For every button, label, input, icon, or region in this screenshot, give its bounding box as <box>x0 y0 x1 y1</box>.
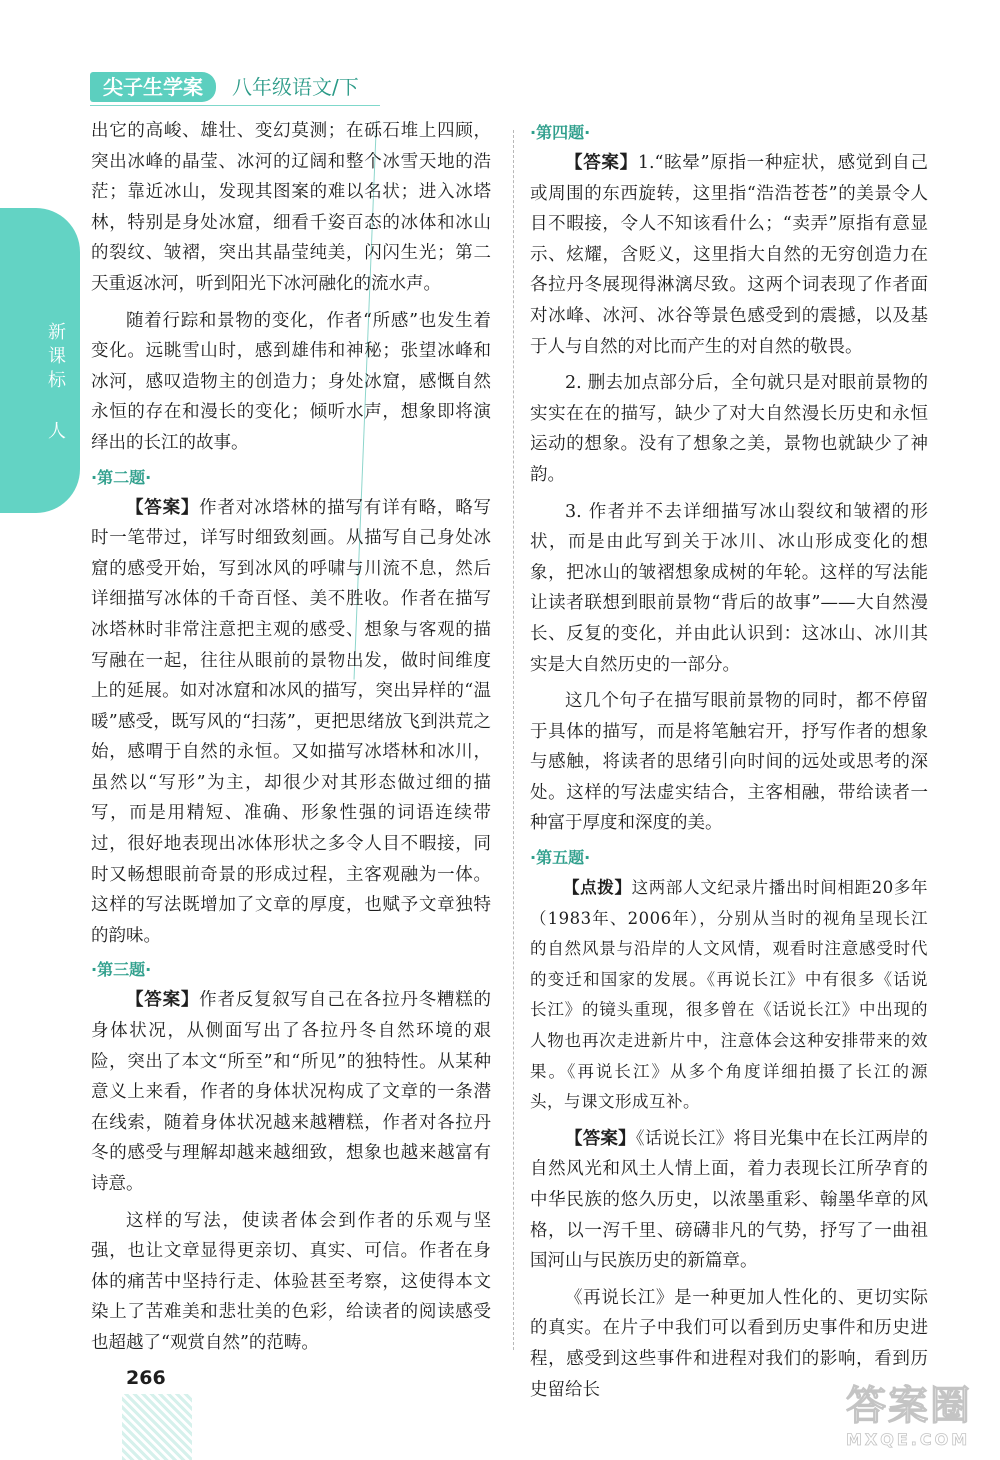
tip-tag: 【点拨】 <box>563 878 632 898</box>
side-tab-label: 新课标 人 <box>45 322 66 445</box>
answer-paragraph <box>530 148 928 362</box>
paragraph: 这几个句子在描写眼前景物的同时，都不停留于具体的描写，而是将笔触宕开，抒写作者的想象与感触，将读者的思绪引向时间的远处或思考的深处。这样的写法虚实结合，主客相融，带给读者一种富于厚度和深度的美。 <box>530 691 928 834</box>
answer-tag: 【答案】 <box>565 153 638 173</box>
tip-paragraph <box>530 873 928 1118</box>
paragraph: 2. 删去加点部分后，全句就只是对眼前景物的实实在在的描写，缺少了对大自然漫长历史和永恒运动的想象。没有了想象之美，景物也就缺少了神韵。 <box>530 373 928 485</box>
tip-text: 这两部人文纪录片播出时间相距20多年（1983年、2006年），分别从当时的视角呈现长江的自然风景与沿岸的人文风情，观看时注意感受时代的变迁和国家的发展。《再说长江》中有很多《话说长江》的镜头重现，很多曾在《话说长江》中出现的人物也再次走进新片中，注意体会这种安排带来的效果。《再说长江》从多个角度详细拍摄了长江的源头，与课文形成互补。 <box>530 878 929 1112</box>
paragraph: 随着行踪和景物的变化，作者“所感”也发生着变化。远眺雪山时，感到雄伟和神秘；张望冰峰和冰河，感叹造物主的创造力；身处冰窟，感慨自然永恒的存在和漫长的变化；倾听水声，想象即将演绎出的长江的故事。 <box>91 310 491 453</box>
answer-text: 《话说长江》将目光集中在长江两岸的自然风光和风土人情上面，着力表现长江所孕育的中华民族的悠久历史，以浓墨重彩、翰墨华章的风格，以一泻千里、磅礴非凡的气势，抒写了一曲祖国河山与民族历史的新篇章。 <box>530 1128 929 1272</box>
paragraph: 3. 作者并不去详细描写冰山裂纹和皱褶的形状，而是由此写到关于冰川、冰山形成变化的想象，把冰山的皱褶想象成树的年轮。这样的写法能让读者联想到眼前景物“背后的故事”——大自然漫长、反复的变化，并由此认识到：这冰山、冰川其实是大自然历史的一部分。 <box>530 501 928 675</box>
answer-text: 1.“眩晕”原指一种症状，感觉到自己或周围的东西旋转，这里指“浩浩苍苍”的美景令人目不暇接，令人不知该看什么；“卖弄”原指有意显示、炫耀，含贬义，这里指大自然的无穷创造力在各拉丹冬展现得淋漓尽致。这两个词表现了作者面对冰峰、冰河、冰谷等景色感受到的震撼，以及基于人与自然的对比而产生的对自然的敬畏。 <box>530 153 929 357</box>
header-rule <box>90 105 380 106</box>
answer-text: 作者反复叙写自己在各拉丹冬糟糕的身体状况，从侧面写出了各拉丹冬自然环境的艰险，突出了本文“所至”和“所见”的独特性。从某种意义上来看，作者的身体状况构成了文章的一条潜在线索，随着身体状况越来越糟糕，作者对各拉丹冬的感受与理解却越来越细致，想象也越来越富有诗意。 <box>91 990 492 1194</box>
question-heading: ·第二题· <box>91 467 152 487</box>
answer-tag: 【答案】 <box>565 1128 636 1149</box>
right-column <box>530 116 928 1411</box>
brand-badge: 尖子生学案 <box>90 72 216 102</box>
page-number-decoration <box>122 1394 192 1460</box>
page-number: 266 <box>126 1367 166 1389</box>
paragraph: 《再说长江》是一种更加人性化的、更切实际的真实。在片子中我们可以看到历史事件和历史进程，感受到这些事件和进程对我们的影响，看到历史留给长 <box>530 1287 928 1400</box>
paragraph: 出它的高峻、雄壮、变幻莫测；在砾石堆上四顾，突出冰峰的晶莹、冰河的辽阔和整个冰雪天地的浩茫；靠近冰山，发现其图案的难以名状；进入冰塔林，特别是身处冰窟，细看千姿百态的冰体和冰山的裂纹、皱褶，突出其晶莹纯美，闪闪生光；第二天重返冰河，听到阳光下冰河融化的流水声。 <box>91 121 491 294</box>
answer-tag: 【答案】 <box>126 990 200 1011</box>
answer-paragraph <box>530 1124 928 1277</box>
answer-text: 作者对冰塔林的描写有详有略，略写时一笔带过，详写时细致刻画。从描写自己身处冰窟的感受开始，写到冰风的呼啸与川流不息，然后详细描写冰体的千奇百怪、美不胜收。作者在描写冰塔林时非常注意把主观的感受、想象与客观的描写融在一起，往往从眼前的景物出发，做时间维度上的延展。如对冰窟和冰风的描写，突出异样的“温暖”感受，既写风的“扫荡”，更把思绪放飞到洪荒之始，感喟于自然的永恒。又如描写冰塔林和冰川，虽然以“写形”为主，却很少对其形态做过细的描写，而是用精短、准确、形象性强的词语连续带过，很好地表现出冰体形状之多令人目不暇接，同时又畅想眼前奇景的形成过程，主客观融为一体。这样的写法既增加了文章的厚度，也赋予文章独特的韵味。 <box>91 497 492 946</box>
paragraph: 这样的写法，使读者体会到作者的乐观与坚强，也让文章显得更亲切、真实、可信。作者在身体的痛苦中坚持行走、体验甚至考察，这使得本文染上了苦难美和悲壮美的色彩，给读者的阅读感受也超越了“观赏自然”的范畴。 <box>91 1210 491 1353</box>
answer-tag: 【答案】 <box>126 497 200 518</box>
watermark-url: MXQE.COM <box>846 1430 971 1449</box>
question-heading: ·第四题· <box>530 123 591 142</box>
left-column <box>91 116 491 1365</box>
watermark-logo: 答案圈 <box>846 1383 972 1429</box>
subject-title: 八年级语文/下 <box>232 75 359 99</box>
question-heading: ·第五题· <box>530 848 591 868</box>
answer-paragraph <box>91 493 491 952</box>
column-divider <box>513 130 514 1350</box>
answer-paragraph <box>91 985 491 1199</box>
question-heading: ·第三题· <box>91 960 152 980</box>
